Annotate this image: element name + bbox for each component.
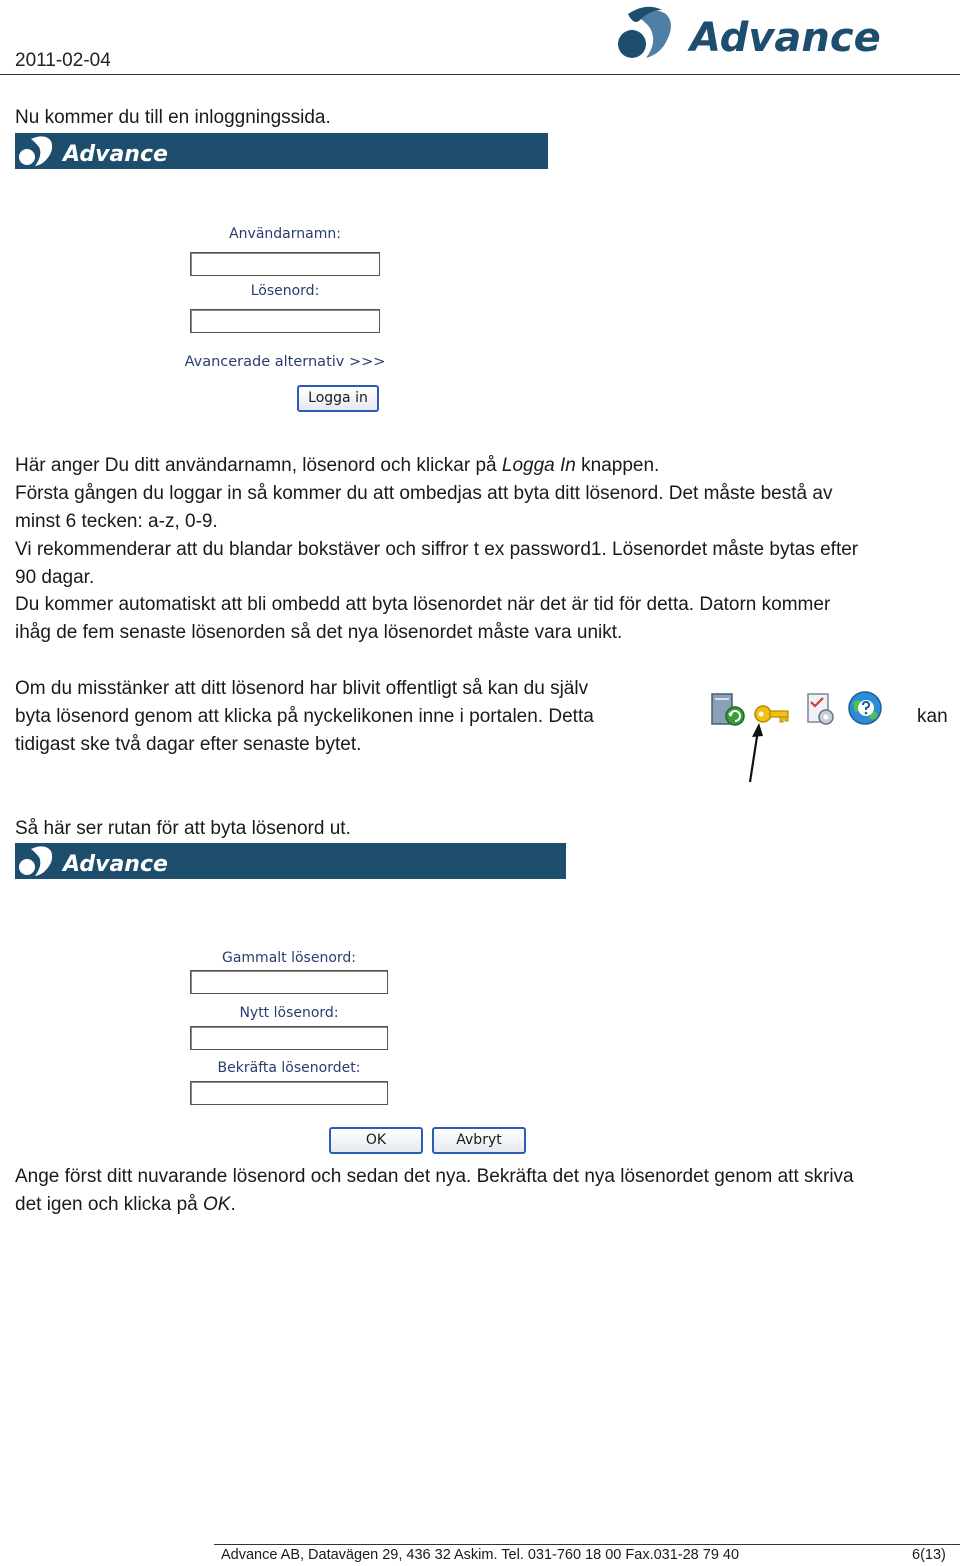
closing-line-2-emphasis: OK [203, 1194, 231, 1215]
footer-address: Advance AB, Datavägen 29, 436 32 Askim. Tel. 031-760 18 00 Fax.031-28 79 40 [221, 1547, 740, 1563]
new-password-label: Nytt lösenord: [239, 1005, 339, 1021]
instruction-line-2: Första gången du loggar in så kommer du att ombedjas att byta ditt lösenord. Det måste bestå av [15, 483, 833, 504]
old-password-label: Gammalt lösenord: [221, 950, 357, 966]
instruction-line-5: 90 dagar. [15, 567, 95, 588]
suspect-line-1: Om du misstänker att ditt lösenord har blivit offentligt så kan du själv [15, 678, 589, 699]
old-password-input[interactable] [190, 970, 388, 994]
confirm-password-input[interactable] [190, 1081, 388, 1105]
instruction-line-6: Du kommer automatiskt att bli ombedd att byta lösenordet när det är tid för detta. Datorn kommer [15, 594, 831, 615]
password-input[interactable] [190, 309, 380, 333]
help-globe-icon[interactable] [845, 688, 885, 728]
footer-divider [214, 1544, 960, 1545]
closing-line-2-pre: det igen och klicka på [15, 1194, 204, 1215]
login-banner [15, 133, 548, 169]
closing-line-1: Ange först ditt nuvarande lösenord och sedan det nya. Bekräfta det nya lösenordet genom att skriva [15, 1166, 854, 1187]
change-banner-logo: Advance [63, 852, 168, 877]
header-divider [0, 74, 960, 75]
username-input[interactable] [190, 252, 380, 276]
confirm-password-label: Bekräfta lösenordet: [217, 1060, 361, 1076]
document-refresh-icon[interactable] [708, 690, 748, 730]
suspect-line-2: byta lösenord genom att klicka på nyckelikonen inne i portalen. Detta [15, 706, 594, 727]
closing-line-2 [15, 1191, 236, 1219]
instruction-line-1-emphasis: Logga In [501, 455, 576, 476]
cancel-button[interactable]: Avbryt [432, 1127, 526, 1154]
password-label: Lösenord: [250, 283, 320, 299]
instruction-line-1 [15, 452, 659, 480]
pointer-arrow [744, 722, 768, 784]
footer-page-number: 6(13) [912, 1547, 946, 1563]
logo-wordmark: Advance [690, 15, 881, 61]
suspect-line-2-end: kan [917, 706, 948, 727]
username-label: Användarnamn: [229, 226, 341, 242]
advance-logo [606, 4, 926, 68]
header-date: 2011-02-04 [15, 50, 111, 71]
closing-line-2-post: . [230, 1194, 236, 1215]
intro-text: Nu kommer du till en inloggningssida. [15, 107, 331, 128]
advanced-options-link[interactable]: Avancerade alternativ >>> [184, 354, 386, 370]
new-password-input[interactable] [190, 1026, 388, 1050]
change-banner [15, 843, 566, 879]
login-button[interactable]: Logga in [297, 385, 379, 412]
ok-button[interactable]: OK [329, 1127, 423, 1154]
login-banner-logo: Advance [63, 142, 168, 167]
instruction-line-7: ihåg de fem senaste lösenorden så det nya lösenordet måste vara unikt. [15, 622, 623, 643]
instruction-line-1-pre: Här anger Du ditt användarnamn, lösenord och klickar på [15, 455, 502, 476]
suspect-line-3: tidigast ske två dagar efter senaste bytet. [15, 734, 362, 755]
instruction-line-4: Vi rekommenderar att du blandar bokstäver och siffror t ex password1. Lösenordet måste bytas efter [15, 539, 859, 560]
settings-document-icon[interactable] [800, 690, 840, 730]
instruction-line-1-post: knappen. [575, 455, 660, 476]
instruction-line-3: minst 6 tecken: a-z, 0-9. [15, 511, 218, 532]
change-intro-text: Så här ser rutan för att byta lösenord ut. [15, 818, 351, 839]
